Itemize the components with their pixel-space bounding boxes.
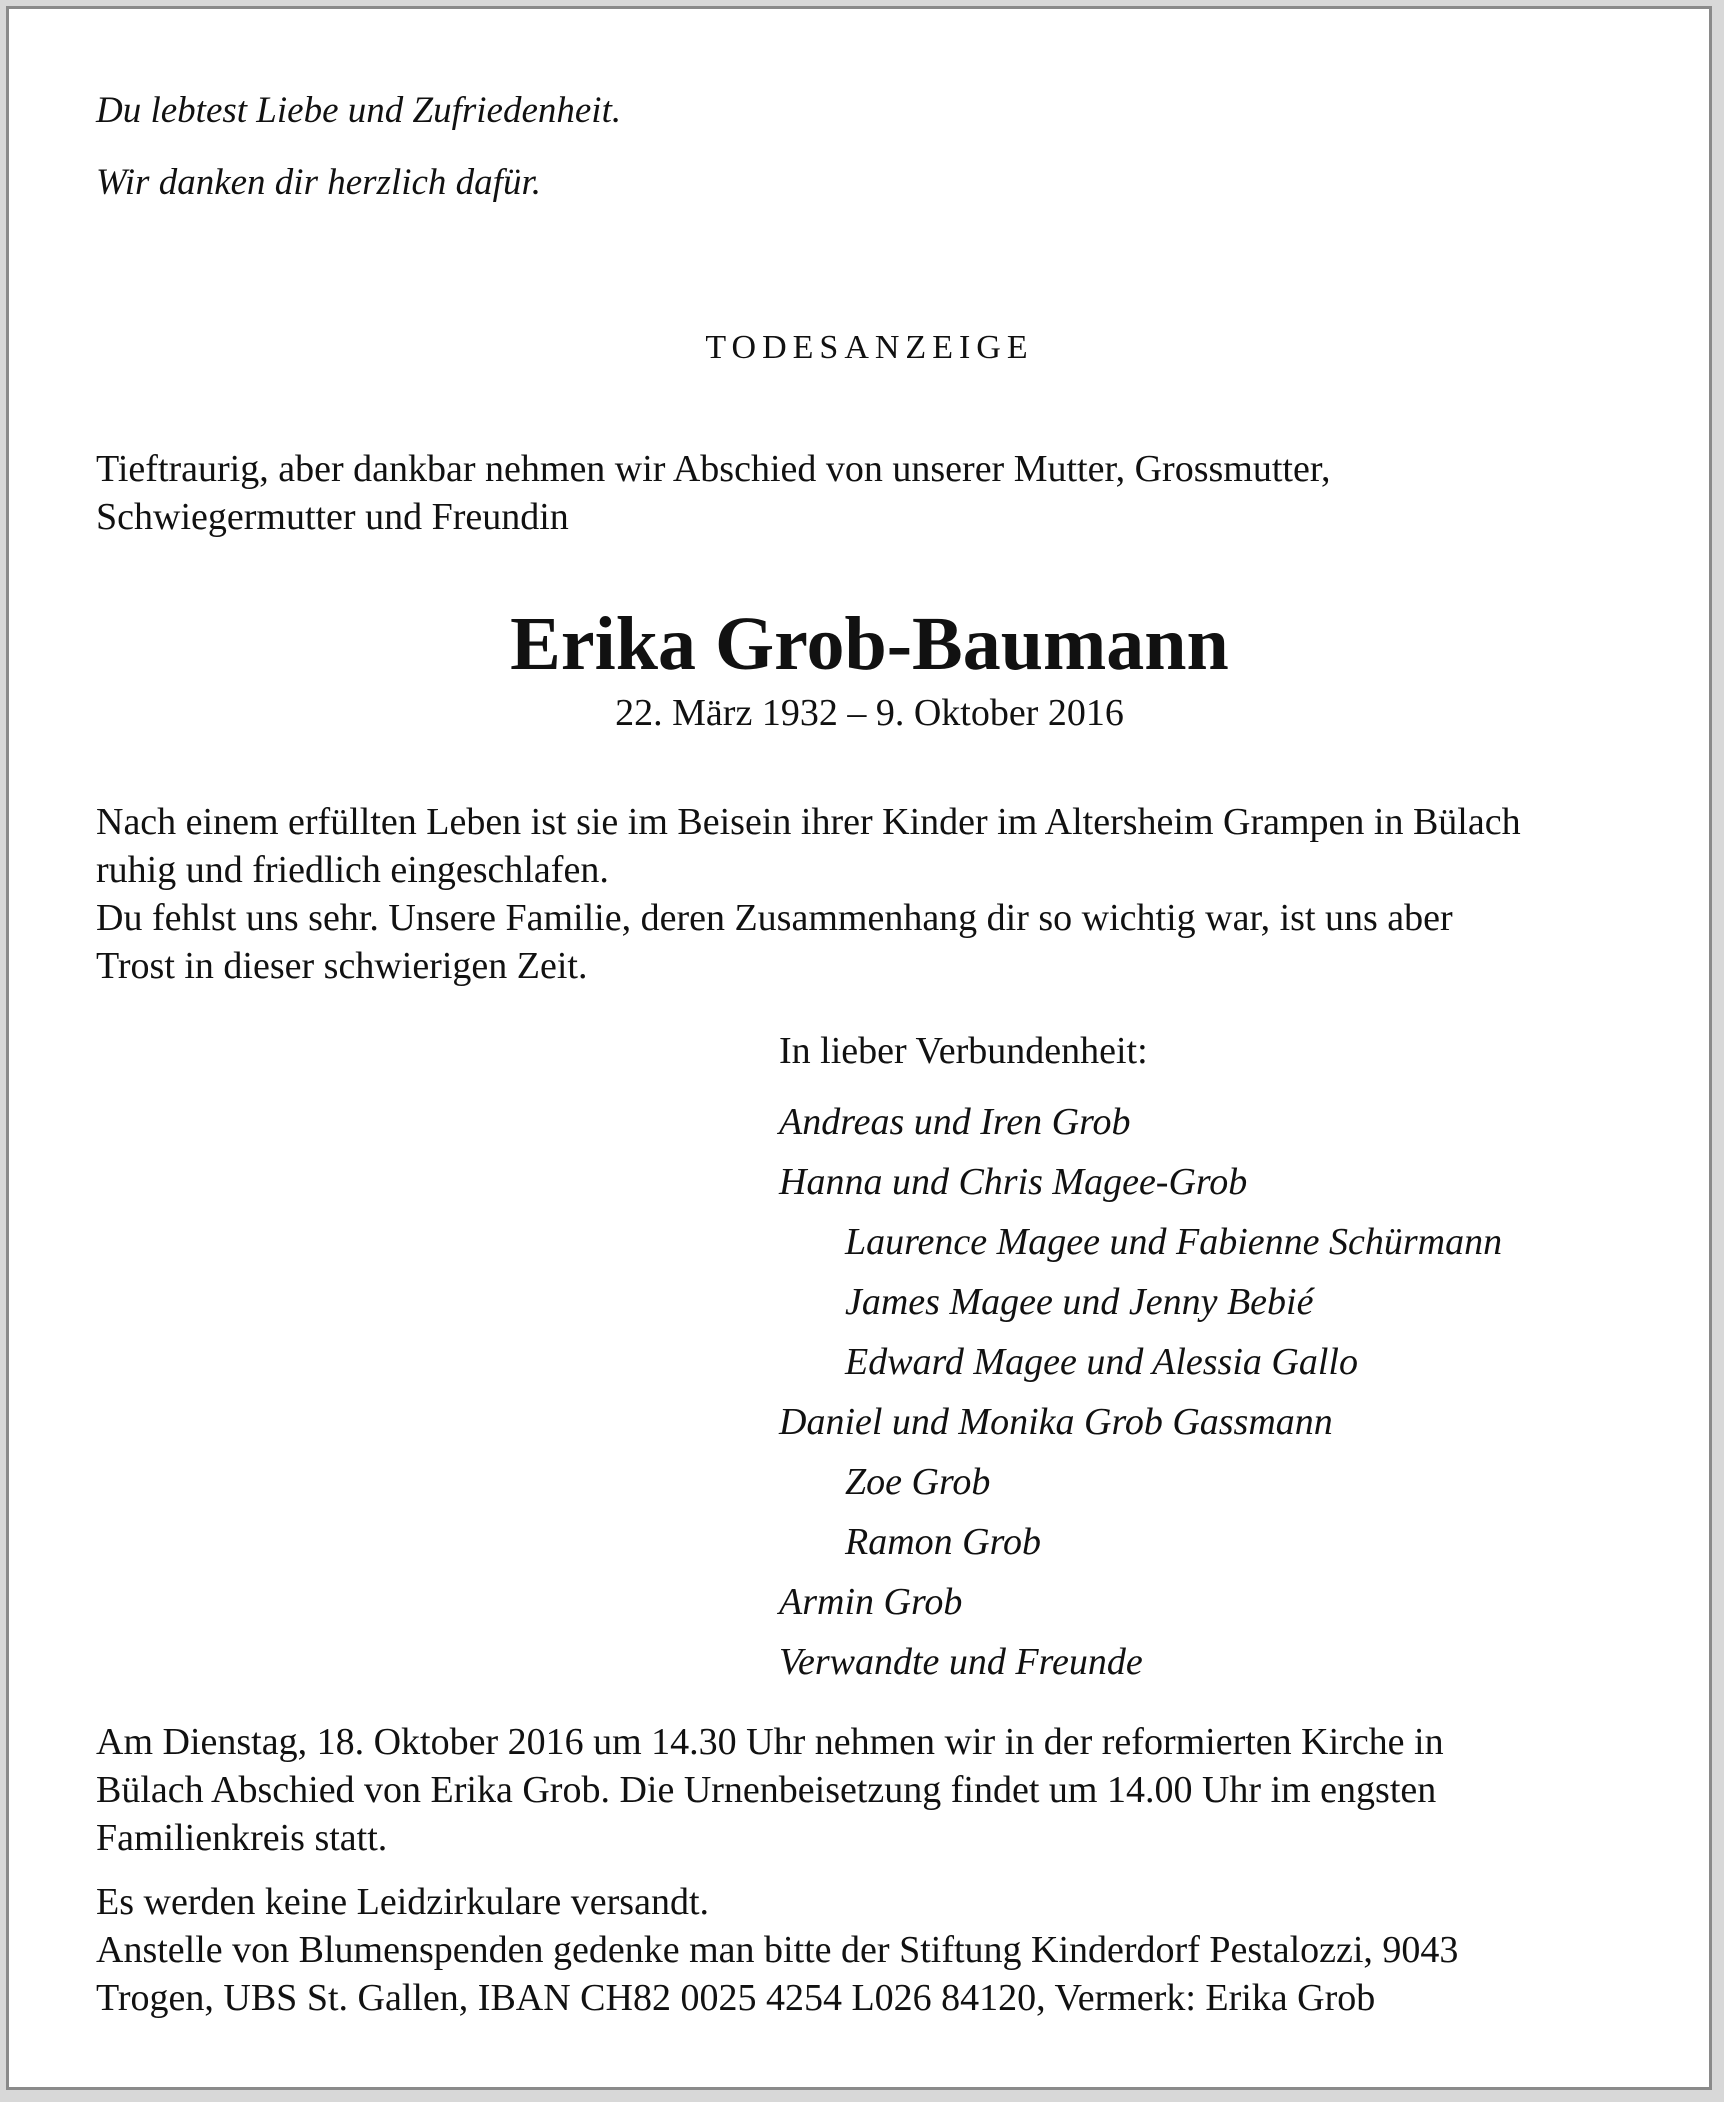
- family-member: Edward Magee und Alessia Gallo: [845, 1341, 1358, 1383]
- obituary-notice: [6, 6, 1712, 2090]
- family-member: Daniel und Monika Grob Gassmann: [779, 1401, 1333, 1443]
- signature-label: In lieber Verbundenheit:: [779, 1030, 1148, 1072]
- message-line-4: Trost in dieser schwierigen Zeit.: [96, 945, 588, 987]
- motto-line-1: Du lebtest Liebe und Zufriedenheit.: [96, 90, 622, 131]
- family-member: Zoe Grob: [845, 1461, 991, 1503]
- family-member: Laurence Magee und Fabienne Schürmann: [845, 1221, 1503, 1263]
- motto-line-2: Wir danken dir herzlich dafür.: [96, 162, 542, 203]
- service-paragraph: [96, 1718, 1643, 1862]
- message-line-3: Du fehlst uns sehr. Unsere Familie, deren Zusammenhang dir so wichtig war, ist uns aber: [96, 897, 1453, 939]
- message-paragraph: [96, 798, 1643, 990]
- family-member: Andreas und Iren Grob: [779, 1101, 1131, 1143]
- family-member: Verwandte und Freunde: [779, 1641, 1143, 1683]
- deceased-name: Erika Grob-Baumann: [510, 602, 1229, 686]
- closing-line-2: Anstelle von Blumenspenden gedenke man bitte der Stiftung Kinderdorf Pestalozzi, 9043: [96, 1929, 1459, 1971]
- service-line-3: Familienkreis statt.: [96, 1817, 388, 1859]
- notice-heading: TODESANZEIGE: [705, 329, 1034, 366]
- intro-paragraph: [96, 445, 1643, 541]
- service-line-2: Bülach Abschied von Erika Grob. Die Urnenbeisetzung findet um 14.00 Uhr im engsten: [96, 1769, 1437, 1811]
- intro-line-2: Schwiegermutter und Freundin: [96, 496, 569, 538]
- closing-line-3: Trogen, UBS St. Gallen, IBAN CH82 0025 4254 L026 84120, Vermerk: Erika Grob: [96, 1977, 1376, 2019]
- message-line-2: ruhig und friedlich eingeschlafen.: [96, 849, 609, 891]
- life-dates: 22. März 1932 – 9. Oktober 2016: [615, 692, 1124, 734]
- family-member: James Magee und Jenny Bebié: [845, 1281, 1314, 1323]
- service-line-1: Am Dienstag, 18. Oktober 2016 um 14.30 Uhr nehmen wir in der reformierten Kirche in: [96, 1721, 1444, 1763]
- family-member: Hanna und Chris Magee-Grob: [779, 1161, 1248, 1203]
- closing-paragraph: [96, 1878, 1643, 2022]
- family-member: Armin Grob: [779, 1581, 963, 1623]
- closing-line-1: Es werden keine Leidzirkulare versandt.: [96, 1881, 710, 1923]
- family-list: [779, 1092, 1502, 1692]
- message-line-1: Nach einem erfüllten Leben ist sie im Beisein ihrer Kinder im Altersheim Grampen in Bülach: [96, 801, 1521, 843]
- intro-line-1: Tieftraurig, aber dankbar nehmen wir Abschied von unserer Mutter, Grossmutter,: [96, 448, 1331, 490]
- family-member: Ramon Grob: [845, 1521, 1041, 1563]
